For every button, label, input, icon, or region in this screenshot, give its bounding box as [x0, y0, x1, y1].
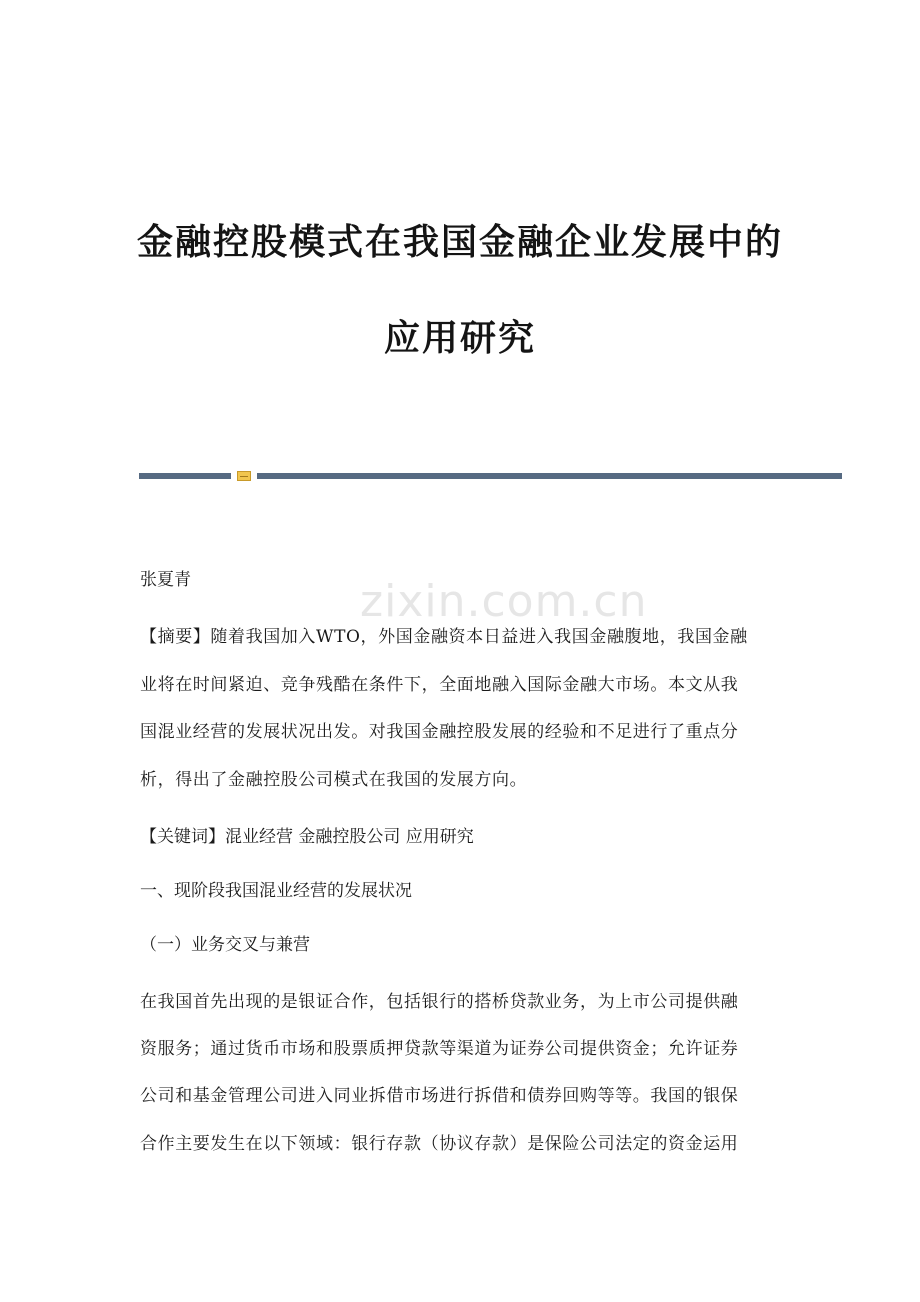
author: 张夏青 — [140, 570, 191, 590]
body-line: 合作主要发生在以下领域：银行存款（协议存款）是保险公司法定的资金运用 — [140, 1134, 739, 1154]
body-line: 资服务；通过货币市场和股票质押贷款等渠道为证券公司提供资金；允许证券 — [140, 1039, 739, 1059]
divider-bar-right — [257, 473, 842, 479]
watermark: zixin.com.cn — [360, 576, 648, 627]
document-title-line-2: 应用研究 — [383, 317, 536, 359]
document-title-line-1: 金融控股模式在我国金融企业发展中的 — [136, 221, 783, 263]
keywords: 【关键词】混业经营 金融控股公司 应用研究 — [140, 827, 474, 847]
body-line: 公司和基金管理公司进入同业拆借市场进行拆借和债券回购等等。我国的银保 — [140, 1086, 739, 1106]
abstract-line: 国混业经营的发展状况出发。对我国金融控股发展的经验和不足进行了重点分 — [140, 722, 739, 742]
body-line: 在我国首先出现的是银证合作，包括银行的搭桥贷款业务，为上市公司提供融 — [140, 992, 739, 1012]
title-divider — [139, 471, 842, 481]
abstract-line: 业将在时间紧迫、竞争残酷在条件下，全面地融入国际金融大市场。本文从我 — [140, 675, 739, 695]
abstract-line: 【摘要】随着我国加入WTO，外国金融资本日益进入我国金融腹地，我国金融 — [140, 627, 748, 647]
section-heading: 一、现阶段我国混业经营的发展状况 — [140, 881, 412, 901]
divider-bar-left — [139, 473, 231, 479]
subsection-heading: （一）业务交叉与兼营 — [140, 935, 310, 955]
abstract-line: 析，得出了金融控股公司模式在我国的发展方向。 — [140, 770, 528, 790]
divider-ornament-icon — [237, 471, 251, 481]
